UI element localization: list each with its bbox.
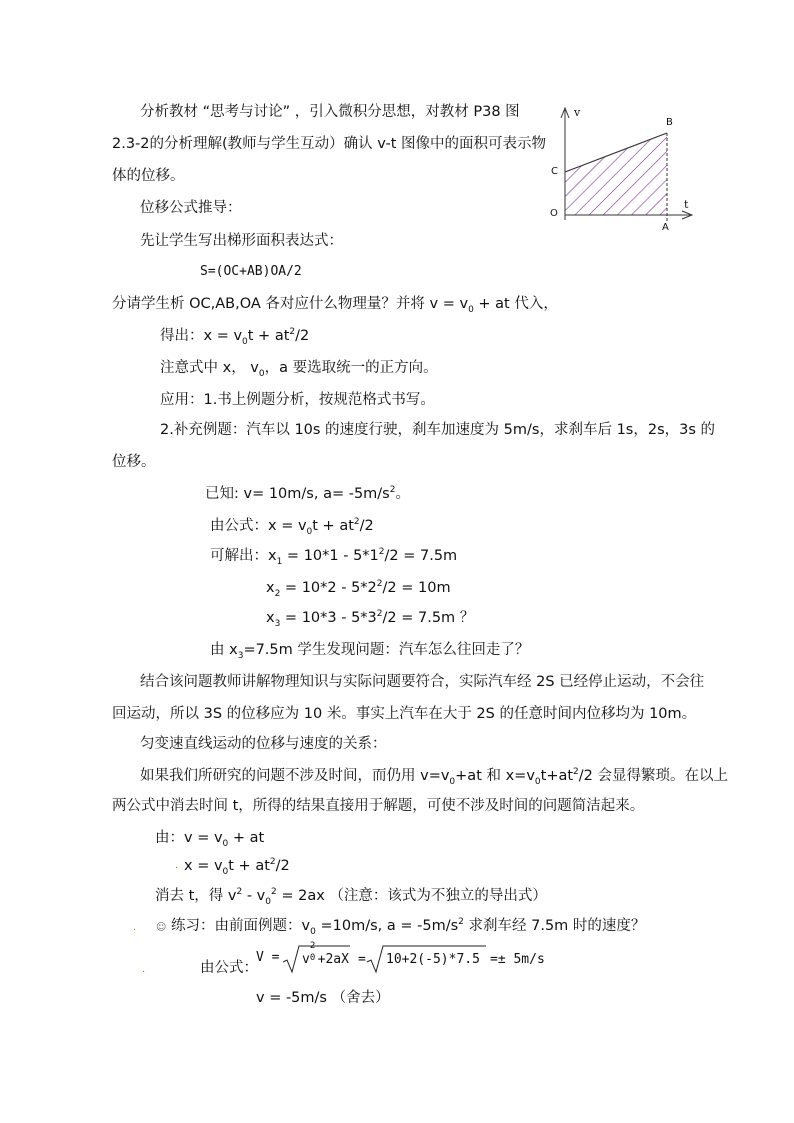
- point-b-label: B: [666, 117, 673, 128]
- trapezoid-area: [565, 133, 667, 215]
- derivation-note: 注意式中 x， $v_0$，a 要选取统一的正方向。: [160, 360, 438, 379]
- derivation-step-1: 先让学生写出梯形面积表达式：: [140, 233, 343, 249]
- relation-x-formula: $x = v_0t + at^2/2$: [184, 857, 290, 877]
- relation-heading: 匀变速直线运动的位移与速度的关系：: [140, 736, 387, 752]
- practice-result: =± 5m/s: [490, 952, 545, 967]
- relation-line-1: 如果我们所研究的问题不涉及时间，而仍用 $v=v_0+at$ 和 $x=v_0t+at^2/2$ 会显得繁琐。在以上: [140, 767, 729, 787]
- derivation-result: 得出：$x = v_0t + at^2/2$: [160, 327, 310, 347]
- origin-label: O: [550, 208, 558, 219]
- point-c-label: C: [551, 166, 558, 177]
- practice-formula-label: 由公式：: [200, 960, 258, 976]
- relation-eliminate-t: 消去 t，得 $v^2 - v_0^2 = 2ax$ （注意：该式为不独立的导出式）: [155, 887, 547, 907]
- application-line-3: 位移。: [112, 454, 156, 470]
- v-t-graph: [548, 100, 708, 240]
- relation-from-v: 由：$v = v_0$ + at: [155, 830, 265, 849]
- solution-x3: $x_3 = 10*3 - 5*3^2/2 = 7.5m$ ？: [266, 609, 475, 629]
- smiley-icon: ☺: [156, 922, 167, 933]
- radicand-2: 10+2(-5)*7.5: [386, 952, 480, 967]
- intro-line-1: 分析教材 “思考与讨论” ，引入微积分思想，对教材 P38 图: [140, 104, 520, 120]
- explanation-line-2: 回运动，所以 3S 的位移应为 10 米。事实上汽车在大于 2S 的任意时间内位移均为 10m。: [112, 706, 697, 722]
- practice-final: v = -5m/s （舍去）: [256, 990, 390, 1006]
- formula-recall: 由公式：$x = v_0t + at^2/2$: [210, 517, 374, 537]
- intro-line-3: 体的位移。: [112, 168, 185, 184]
- derivation-heading: 位移公式推导：: [140, 200, 242, 216]
- given-values: 已知: v= 10m/s, $a= -5m/s^2$。: [205, 485, 410, 502]
- student-discovery: 由 $x_3=7.5m$ 学生发现问题：汽车怎么往回走了？: [210, 642, 530, 661]
- radicand-1: v 2 0 +2aX: [302, 941, 349, 967]
- intro-line-2: 2.3-2的分析理解(教师与学生互动）确认 v-t 图像中的面积可表示物: [112, 136, 546, 152]
- application-line-1: 应用：1.书上例题分析，按规范格式书写。: [160, 392, 435, 408]
- v-axis-label: v: [574, 106, 581, 119]
- practice-v-equals: V =: [256, 950, 280, 965]
- solution-x2: $x_2 = 10*2 - 5*2^2/2 = 10m$: [266, 579, 451, 599]
- solution-x1: 可解出：$x_1 = 10*1 - 5*1^2/2 = 7.5m$: [210, 547, 458, 567]
- point-a-label: A: [662, 222, 669, 233]
- relation-line-2: 两公式中消去时间 t，所得的结果直接用于解题，可使不涉及时间的问题简洁起来。: [112, 798, 645, 814]
- equals-sign-2: =: [358, 952, 366, 967]
- stray-mark: .: [133, 922, 137, 933]
- stray-mark: .: [142, 964, 146, 975]
- stray-mark: .: [175, 860, 179, 871]
- application-line-2: 2.补充例题：汽车以 10s 的速度行驶，刹车加速度为 5m/s，求刹车后 1s，2s，3s 的: [160, 422, 716, 438]
- explanation-line-1: 结合该问题教师讲解物理知识与实际问题要符合，实际汽车经 2S 已经停止运动，不会往: [140, 674, 705, 690]
- derivation-step-2: 分请学生析 OC,AB,OA 各对应什么物理量？并将 $v = v_0$ + at 代入，: [112, 296, 558, 315]
- t-axis-label: t: [684, 198, 689, 211]
- area-formula: S=(OC+AB)OA/2: [200, 264, 302, 279]
- practice-question: ☺ 练习：由前面例题：$v_0 =10m/s$, $a = -5m/s^2$ 求刹车经 7.5m 时的速度？: [156, 917, 646, 937]
